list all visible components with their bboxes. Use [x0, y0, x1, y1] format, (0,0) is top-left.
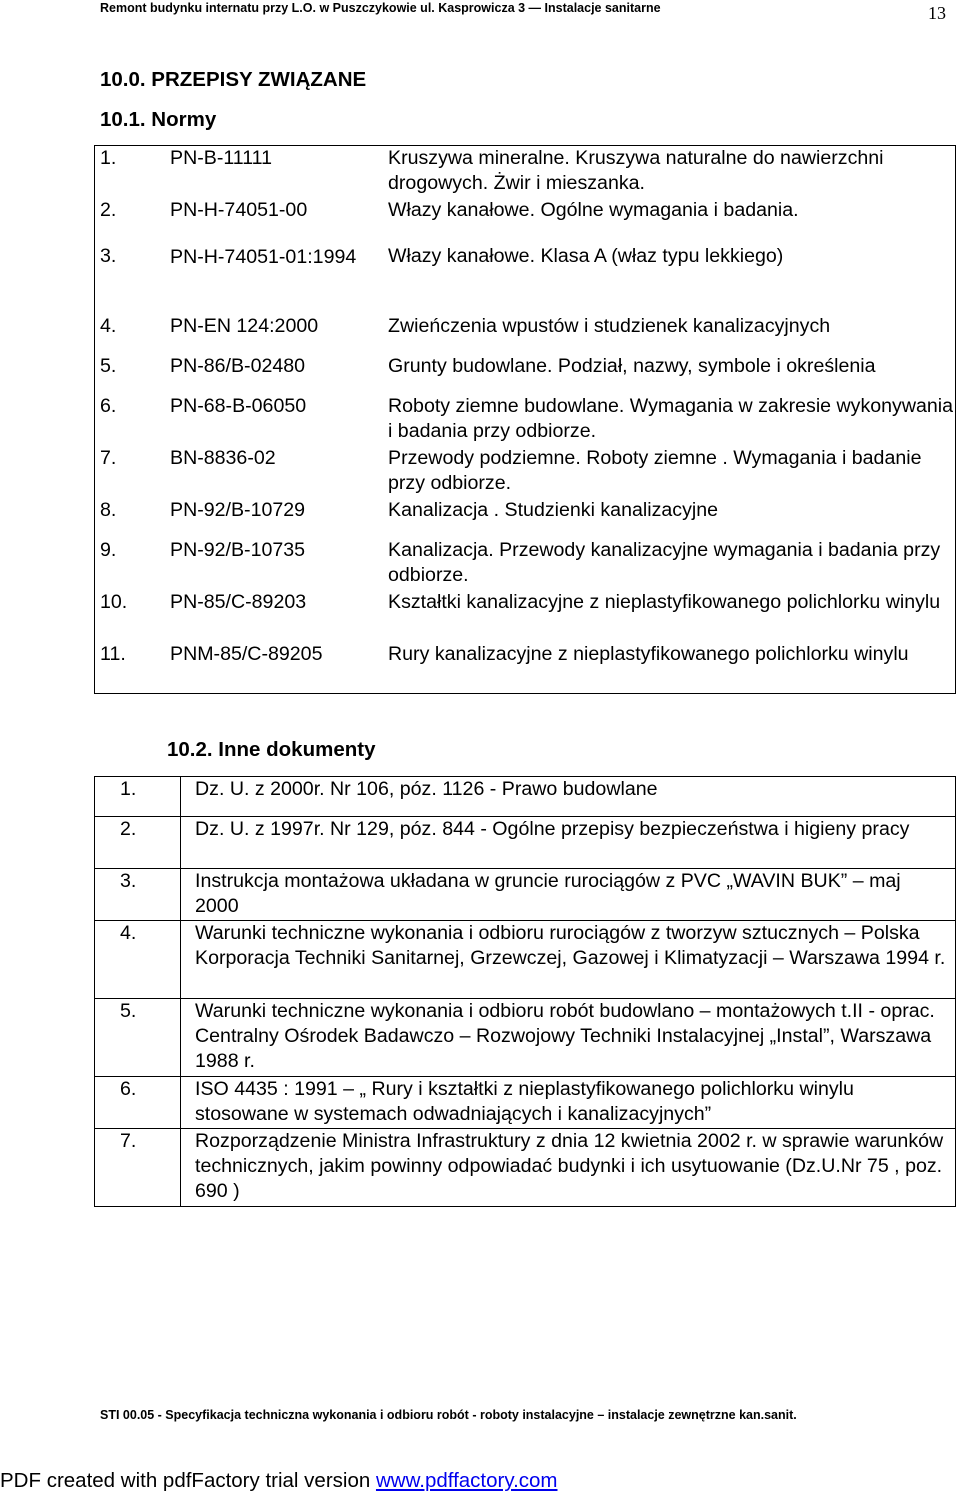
- norm-code: PN-85/C-89203: [170, 590, 307, 613]
- norm-code: PNM-85/C-89205: [170, 642, 323, 665]
- document-desc: Rozporządzenie Ministra Infrastruktury z dnia 12 kwietnia 2002 r. w sprawie warunków technicznych, jakim powinny odpowiadać budynki i ich usytuowanie (Dz.U.Nr 75 , poz. 690 ): [181, 1129, 956, 1207]
- norm-num: 11.: [100, 642, 126, 665]
- norm-desc: Przewody podziemne. Roboty ziemne . Wymagania i badanie przy odbiorze.: [388, 446, 922, 494]
- norm-desc: Zwieńczenia wpustów i studzienek kanalizacyjnych: [388, 314, 831, 337]
- document-desc: Warunki techniczne wykonania i odbioru rurociągów z tworzyw sztucznych – Polska Korporacja Techniki Sanitarnej, Grzewczej, Gazowej i Klimatyzacji – Warszawa 1994 r.: [181, 921, 956, 999]
- norm-num: 1.: [100, 147, 117, 169]
- norm-row: [95, 198, 956, 238]
- document-desc: Instrukcja montażowa układana w gruncie rurociągów z PVC „WAVIN BUK” – maj 2000: [181, 869, 956, 921]
- norm-row: [95, 446, 956, 498]
- norm-num: 6.: [100, 394, 117, 417]
- pdf-banner: [0, 1469, 558, 1493]
- norm-desc: Kanalizacja. Przewody kanalizacyjne wymagania i badania przy odbiorze.: [388, 538, 941, 586]
- norm-desc: Kanalizacja . Studzienki kanalizacyjne: [388, 498, 719, 521]
- document-row: [95, 1077, 956, 1129]
- document-row: [95, 1129, 956, 1207]
- document-num: 7.: [95, 1129, 181, 1207]
- norm-code: PN-H-74051-00: [170, 198, 308, 221]
- norm-desc: Grunty budowlane. Podział, nazwy, symbole i określenia: [388, 354, 876, 377]
- document-desc: Dz. U. z 1997r. Nr 129, póz. 844 - Ogólne przepisy bezpieczeństwa i higieny pracy: [181, 817, 956, 869]
- norm-desc: Kruszywa mineralne. Kruszywa naturalne do nawierzchni drogowych. Żwir i mieszanka.: [388, 147, 884, 194]
- document-desc: Dz. U. z 2000r. Nr 106, póz. 1126 - Prawo budowlane: [181, 777, 956, 817]
- document-num: 6.: [95, 1077, 181, 1129]
- document-row: [95, 999, 956, 1077]
- document-num: 1.: [95, 777, 181, 817]
- norm-code: PN-68-B-06050: [170, 394, 307, 417]
- document-row: [95, 817, 956, 869]
- norms-table: [94, 145, 956, 694]
- document-num: 5.: [95, 999, 181, 1077]
- norm-code: PN-B-11111: [170, 147, 273, 169]
- norms-heading: 10.1. Normy: [100, 108, 217, 131]
- norm-desc: Rury kanalizacyjne z nieplastyfikowanego polichlorku winylu: [388, 642, 909, 665]
- norm-row: [95, 238, 956, 314]
- document-num: 4.: [95, 921, 181, 999]
- norm-code: PN-86/B-02480: [170, 354, 306, 377]
- document-row: [95, 921, 956, 999]
- norm-num: 5.: [100, 354, 117, 377]
- norm-num: 2.: [100, 198, 117, 221]
- norm-num: 3.: [100, 244, 117, 267]
- other-docs-heading: 10.2. Inne dokumenty: [167, 738, 376, 761]
- page-number: 13: [928, 3, 946, 23]
- document-num: 3.: [95, 869, 181, 921]
- norm-desc: Włazy kanałowe. Klasa A (właz typu lekkiego): [388, 244, 784, 267]
- norm-num: 9.: [100, 538, 117, 561]
- norm-row: [95, 590, 956, 642]
- norm-code: BN-8836-02: [170, 446, 276, 469]
- document-num: 2.: [95, 817, 181, 869]
- norm-num: 7.: [100, 446, 117, 469]
- norm-row: [95, 314, 956, 354]
- norm-desc: Kształtki kanalizacyjne z nieplastyfikowanego polichlorku winylu: [388, 590, 941, 613]
- document-desc: ISO 4435 : 1991 – „ Rury i kształtki z nieplastyfikowanego polichlorku winylu stosowane w systemach odwadniających i kanalizacyjnych”: [181, 1077, 956, 1129]
- norm-code: PN-92/B-10735: [170, 538, 306, 561]
- document-row: [95, 869, 956, 921]
- document-desc: Warunki techniczne wykonania i odbioru robót budowlano – montażowych t.II - oprac. Centralny Ośrodek Badawczo – Rozwojowy Techniki Instalacyjnej „Instal”, Warszawa 1988 r.: [181, 999, 956, 1077]
- norm-row: [95, 498, 956, 538]
- norm-code: PN-H-74051-01:1994: [170, 245, 357, 268]
- norm-desc: Włazy kanałowe. Ogólne wymagania i badania.: [388, 198, 799, 221]
- document-row: [95, 777, 956, 817]
- section-heading: 10.0. PRZEPISY ZWIĄZANE: [100, 68, 367, 91]
- norm-desc: Roboty ziemne budowlane. Wymagania w zakresie wykonywania i badania przy odbiorze.: [388, 394, 954, 442]
- norm-code: PN-EN 124:2000: [170, 314, 319, 337]
- norm-row: [95, 642, 956, 694]
- pdf-banner-text: PDF created with pdfFactory trial version: [0, 1469, 376, 1492]
- norm-num: 4.: [100, 314, 117, 337]
- norm-row: [95, 394, 956, 446]
- norm-num: 10.: [100, 590, 128, 613]
- norm-row: [95, 146, 956, 198]
- pdffactory-link[interactable]: www.pdffactory.com: [375, 1469, 558, 1492]
- page-header-title: Remont budynku internatu przy L.O. w Puszczykowie ul. Kasprowicza 3 — Instalacje sanitarne: [100, 1, 661, 15]
- page-footer: STI 00.05 - Specyfikacja techniczna wykonania i odbioru robót - roboty instalacyjne – instalacje zewnętrzne kan.sanit.: [100, 1408, 797, 1422]
- documents-table: [94, 776, 956, 1207]
- norm-row: [95, 538, 956, 590]
- norm-num: 8.: [100, 498, 117, 521]
- norm-row: [95, 354, 956, 394]
- norm-code: PN-92/B-10729: [170, 498, 306, 521]
